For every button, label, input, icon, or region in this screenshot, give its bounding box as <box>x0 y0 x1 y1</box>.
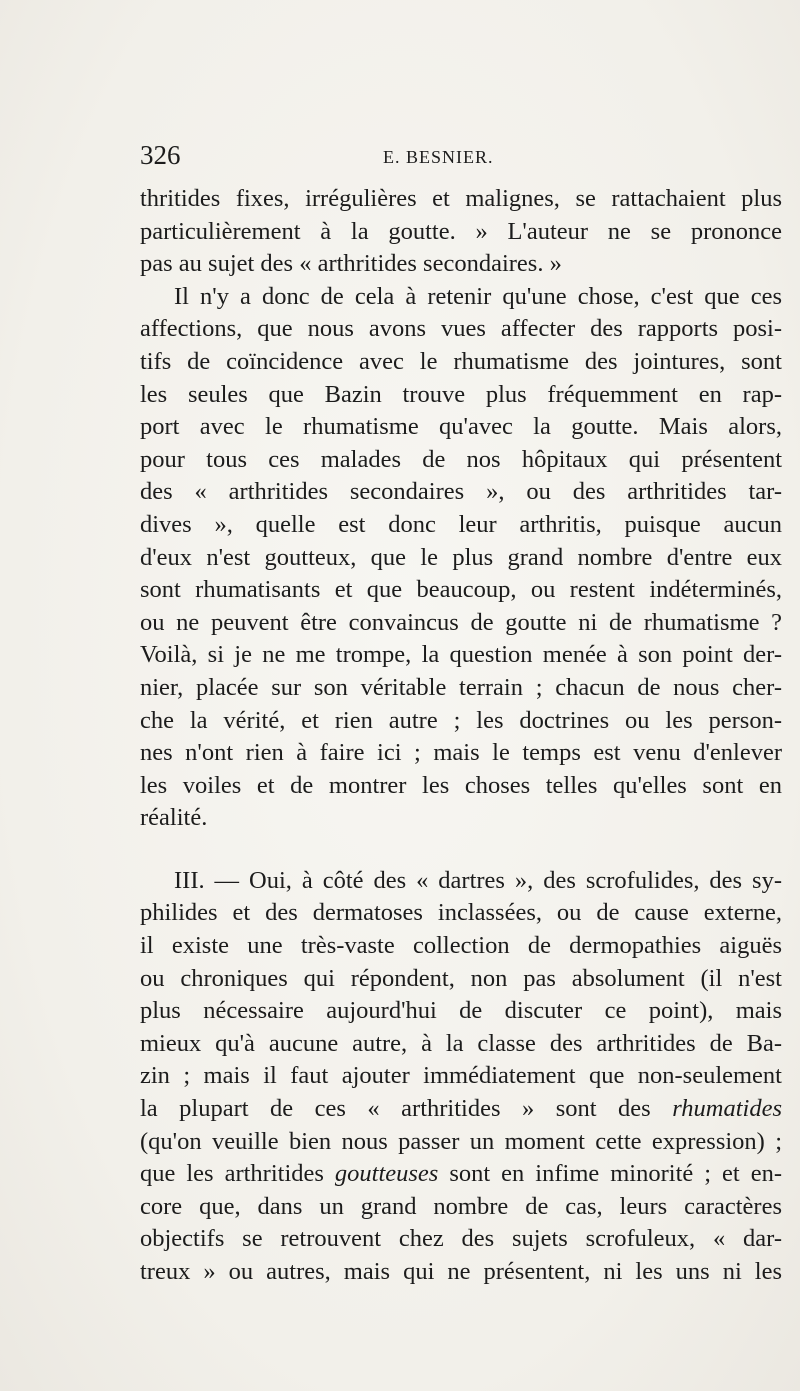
text-line: core que, dans un grand nombre de cas, leurs caractères <box>140 1192 782 1220</box>
page-number: 326 <box>140 140 181 170</box>
text-line: Voilà, si je ne me trompe, la question menée à son point der- <box>140 641 782 669</box>
text-line: (qu'on veuille bien nous passer un moment cette expression) ; <box>140 1127 782 1155</box>
paragraph <box>140 281 782 835</box>
paragraph-spacer <box>140 835 782 865</box>
text-line: que les arthritides goutteuses sont en infime minorité ; et en- <box>140 1160 782 1188</box>
text-line: d'eux n'est goutteux, que le plus grand nombre d'entre eux <box>140 543 782 571</box>
text-line: ou chroniques qui répondent, non pas absolument (il n'est <box>140 964 782 992</box>
text-line: pas au sujet des « arthritides secondaires. » <box>140 250 562 278</box>
text-line: la plupart de ces « arthritides » sont des rhumatides <box>140 1095 782 1123</box>
text-line: réalité. <box>140 804 208 832</box>
text-line: nes n'ont rien à faire ici ; mais le temps est venu d'enlever <box>140 739 782 767</box>
text-line: pour tous ces malades de nos hôpitaux qui présentent <box>140 445 782 473</box>
text-line: ou ne peuvent être convaincus de goutte ni de rhumatisme ? <box>140 608 782 636</box>
text-line: les voiles et de montrer les choses telles qu'elles sont en <box>140 771 782 799</box>
text-line: des « arthritides secondaires », ou des arthritides tar- <box>140 478 782 506</box>
text-line: Il n'y a donc de cela à retenir qu'une chose, c'est que ces <box>174 282 782 310</box>
text-line: particulièrement à la goutte. » L'auteur ne se prononce <box>140 217 782 245</box>
text-line: dives », quelle est donc leur arthritis, puisque aucun <box>140 510 782 538</box>
text-line: nier, placée sur son véritable terrain ; chacun de nous cher- <box>140 673 782 701</box>
text-line: plus nécessaire aujourd'hui de discuter ce point), mais <box>140 997 782 1025</box>
text-line: sont rhumatisants et que beaucoup, ou restent indéterminés, <box>140 576 782 604</box>
page-header <box>140 138 782 174</box>
italic-term: rhumatides <box>672 1095 782 1123</box>
text-line: mieux qu'à aucune autre, à la classe des arthritides de Ba- <box>140 1029 782 1057</box>
text-line: tifs de coïncidence avec le rhumatisme des jointures, sont <box>140 347 782 375</box>
text-line: philides et des dermatoses inclassées, ou de cause externe, <box>140 899 782 927</box>
body-text <box>140 183 782 1289</box>
text-line: objectifs se retrouvent chez des sujets scrofuleux, « dar- <box>140 1225 782 1253</box>
text-line: thritides fixes, irrégulières et malignes, se rattachaient plus <box>140 185 782 212</box>
text-line: III. — Oui, à côté des « dartres », des scrofulides, des sy- <box>174 866 782 894</box>
text-line: port avec le rhumatisme qu'avec la goutte. Mais alors, <box>140 413 782 441</box>
text-line: zin ; mais il faut ajouter immédiatement que non-seulement <box>140 1062 782 1090</box>
text-line: les seules que Bazin trouve plus fréquemment en rap- <box>140 380 782 408</box>
text-line: affections, que nous avons vues affecter des rapports posi- <box>140 315 782 343</box>
italic-term: goutteuses <box>334 1160 439 1188</box>
paragraph <box>140 865 782 1289</box>
paragraph <box>140 183 782 281</box>
text-line: il existe une très-vaste collection de dermopathies aiguës <box>140 932 782 960</box>
running-head: E. BESNIER. <box>383 147 494 167</box>
text-line: treux » ou autres, mais qui ne présentent, ni les uns ni les <box>140 1258 782 1285</box>
text-line: che la vérité, et rien autre ; les doctrines ou les person- <box>140 706 782 734</box>
